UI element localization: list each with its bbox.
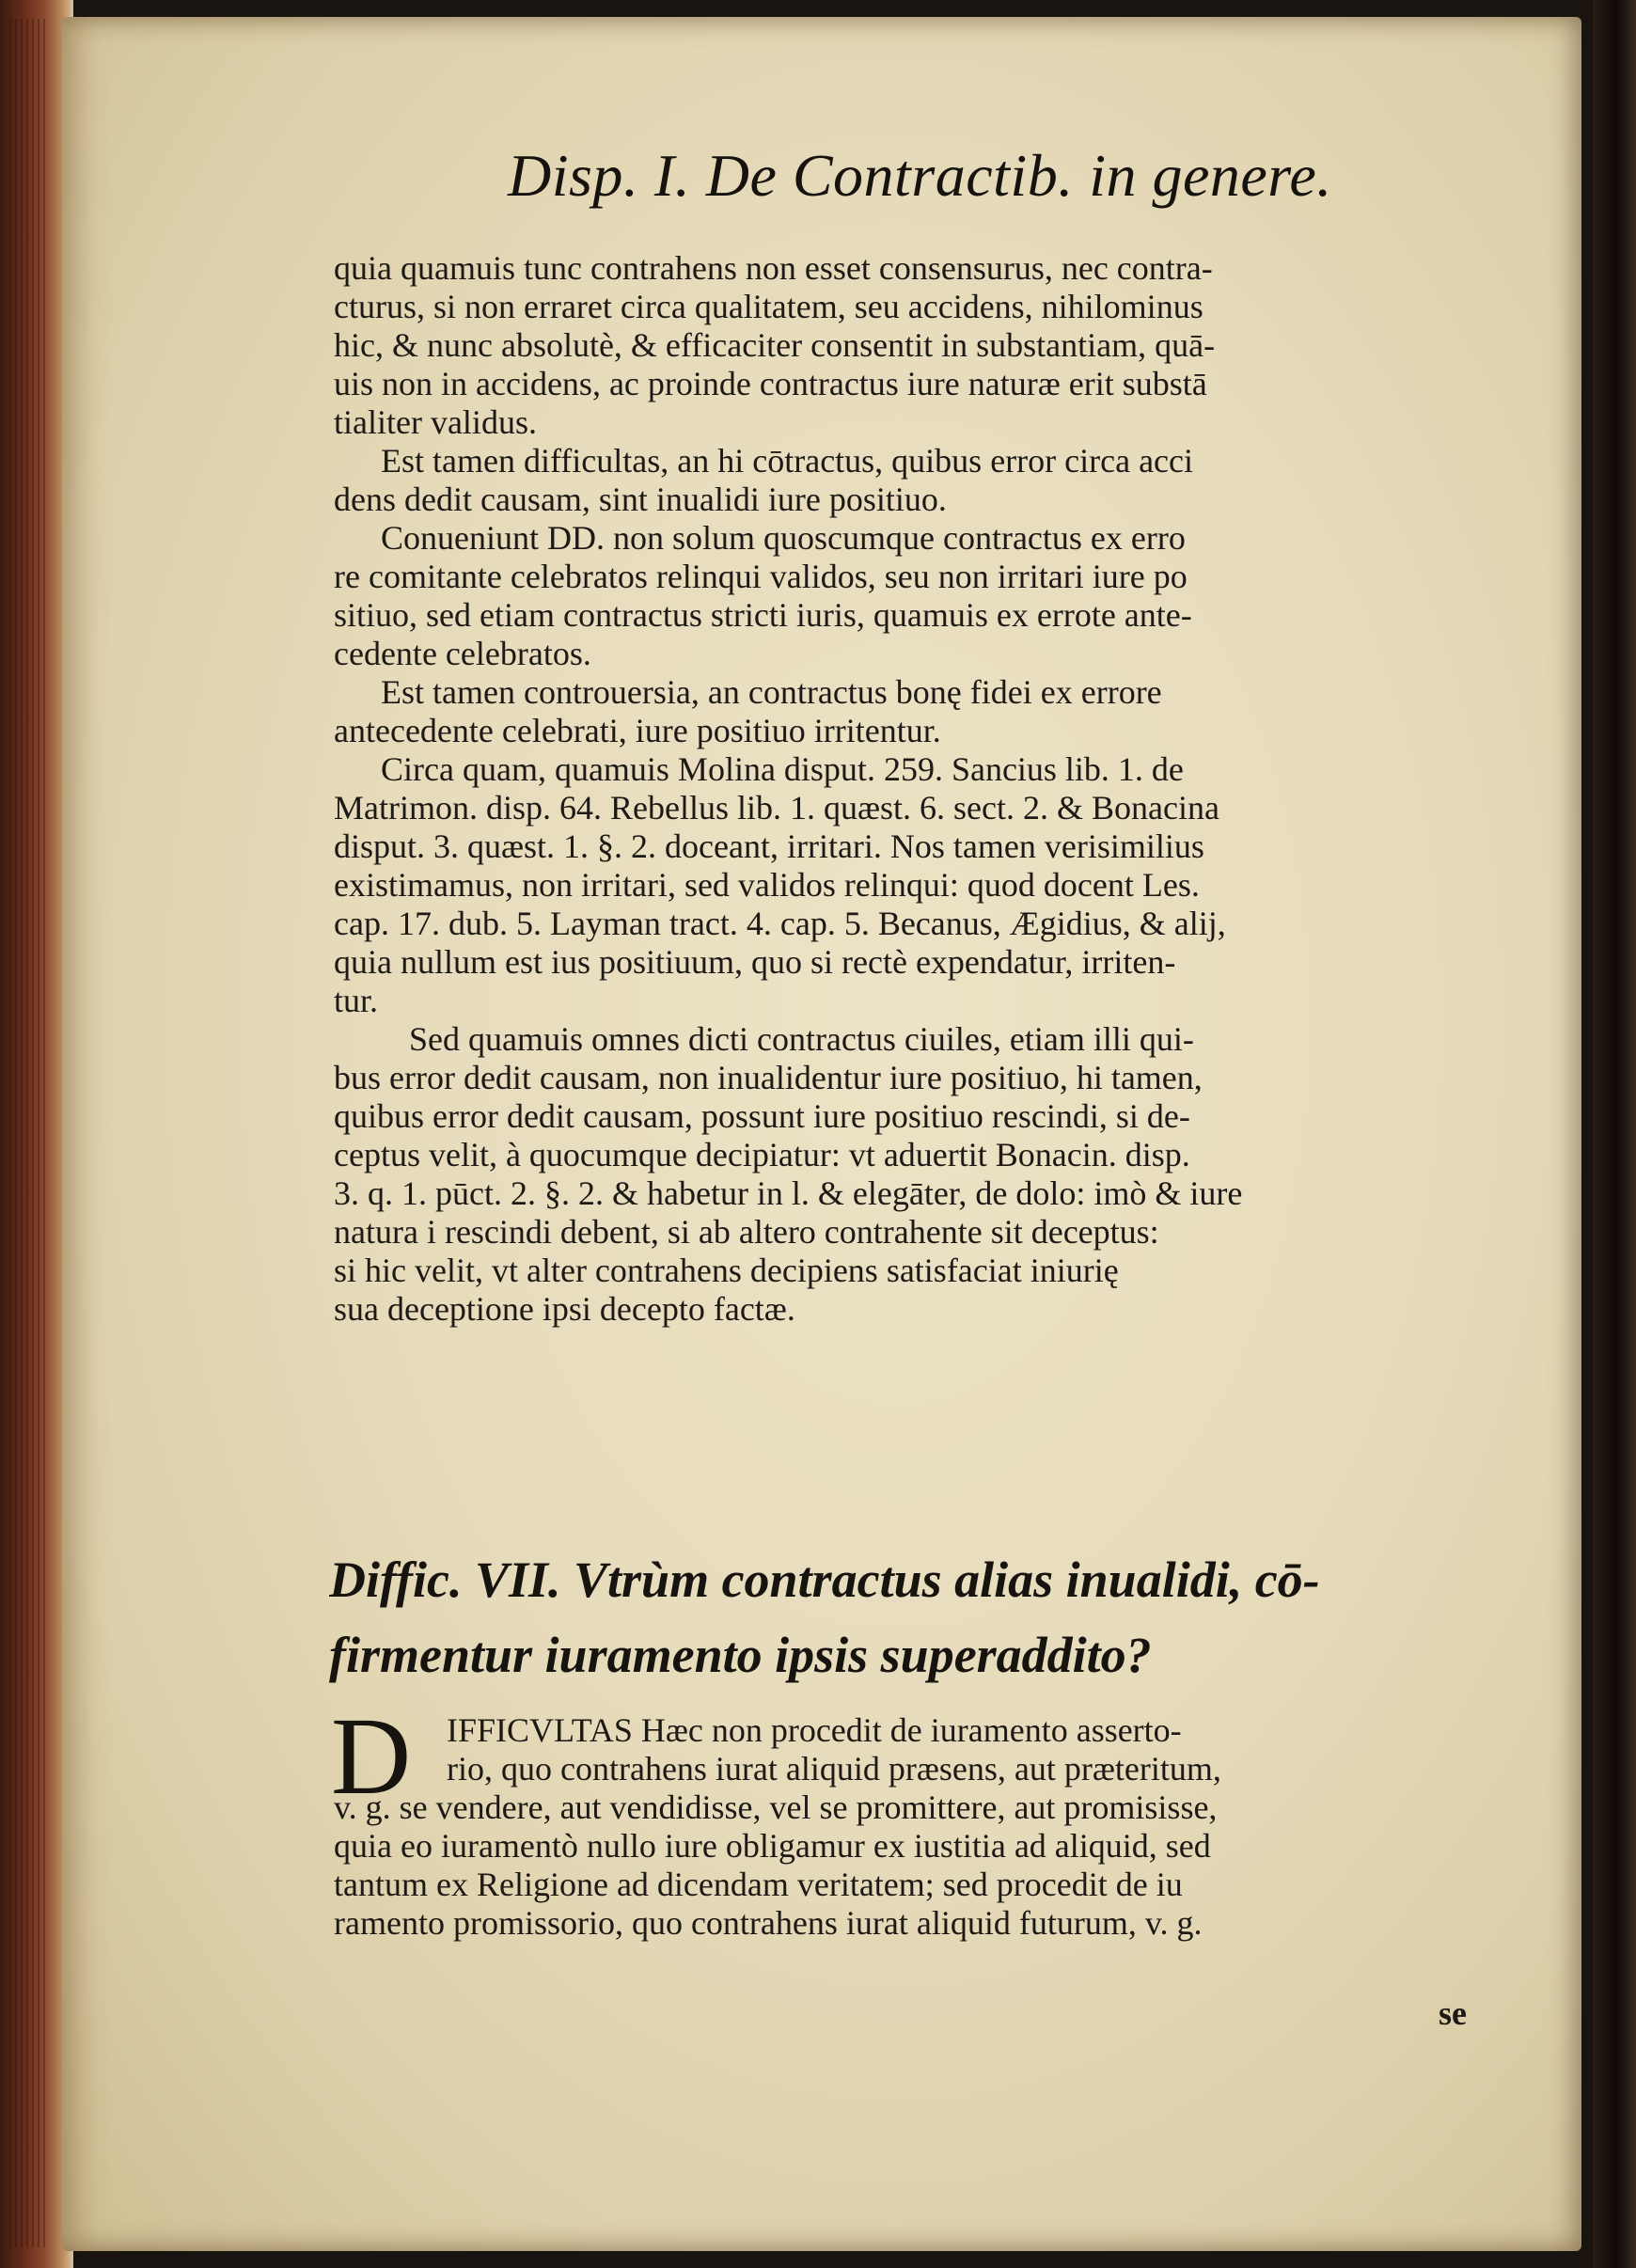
- text-line: rio, quo contrahens iurat aliquid præsens, aut præteritum,: [447, 1750, 1221, 1788]
- section-title-line: firmentur iuramento ipsis superaddito?: [329, 1627, 1152, 1683]
- running-head: Disp. I. De Contractib. in genere.: [508, 142, 1332, 209]
- text-line: cturus, si non erraret circa qualitatem, seu accidens, nihilominus: [334, 288, 1203, 325]
- text-line: 3. q. 1. pūct. 2. §. 2. & habetur in l. & elegāter, de dolo: imò & iure: [334, 1174, 1243, 1212]
- text-line: antecedente celebrati, iure positiuo irritentur.: [334, 712, 941, 749]
- page-edge-texture: [9, 19, 47, 2247]
- drop-capital: D: [331, 1694, 412, 1818]
- text-line: bus error dedit causam, non inualidentur iure positiuo, hi tamen,: [334, 1059, 1203, 1096]
- text-line: ceptus velit, à quocumque decipiatur: vt aduertit Bonacin. disp.: [334, 1136, 1190, 1173]
- text-line: Sed quamuis omnes dicti contractus ciuiles, etiam illi qui-: [409, 1020, 1194, 1058]
- text-line: natura i rescindi debent, si ab altero contrahente sit deceptus:: [334, 1213, 1159, 1251]
- text-line: sua deceptione ipsi decepto factæ.: [334, 1290, 795, 1328]
- catchword: se: [1439, 1994, 1467, 2032]
- text-line: sitiuo, sed etiam contractus stricti iuris, quamuis ex errote ante-: [334, 596, 1192, 634]
- text-line: tialiter validus.: [334, 403, 537, 441]
- right-page-shadow: [1593, 0, 1636, 2268]
- text-line: uis non in accidens, ac proinde contractus iure naturæ erit substā: [334, 365, 1207, 402]
- text-line: Matrimon. disp. 64. Rebellus lib. 1. quæst. 6. sect. 2. & Bonacina: [334, 789, 1219, 827]
- text-line: dens dedit causam, sint inualidi iure positiuo.: [334, 480, 947, 518]
- body-text: [334, 249, 1486, 1329]
- text-line: tantum ex Religione ad dicendam veritatem; sed procedit de iu: [334, 1866, 1183, 1903]
- text-line: quia eo iuramentò nullo iure obligamur ex iustitia ad aliquid, sed: [334, 1827, 1211, 1865]
- section-body-text: [334, 1711, 1486, 1943]
- text-line: existimamus, non irritari, sed validos relinqui: quod docent Les.: [334, 866, 1200, 904]
- text-line: hic, & nunc absolutè, & efficaciter consentit in substantiam, quā-: [334, 326, 1216, 364]
- text-line: si hic velit, vt alter contrahens decipiens satisfaciat iniurię: [334, 1252, 1119, 1289]
- text-line: re comitante celebratos relinqui validos, seu non irritari iure po: [334, 558, 1188, 595]
- text-line: quia quamuis tunc contrahens non esset consensurus, nec contra-: [334, 249, 1213, 287]
- section-title-line: Diffic. VII. Vtrùm contractus alias inualidi, cō-: [329, 1551, 1320, 1608]
- text-line: disput. 3. quæst. 1. §. 2. doceant, irritari. Nos tamen verisimilius: [334, 827, 1204, 865]
- text-line: Est tamen difficultas, an hi cōtractus, quibus error circa acci: [381, 442, 1193, 480]
- section-title: [329, 1542, 1486, 1693]
- text-line: quia nullum est ius positiuum, quo si rectè expendatur, irriten-: [334, 943, 1176, 981]
- text-line: ramento promissorio, quo contrahens iurat aliquid futurum, v. g.: [334, 1904, 1203, 1942]
- text-line: v. g. se vendere, aut vendidisse, vel se promittere, aut promisisse,: [334, 1788, 1218, 1826]
- text-line: Est tamen controuersia, an contractus bonę fidei ex errore: [381, 673, 1162, 711]
- text-line: tur.: [334, 982, 379, 1019]
- text-line: cap. 17. dub. 5. Layman tract. 4. cap. 5. Becanus, Ægidius, & alij,: [334, 905, 1226, 942]
- text-line: cedente celebratos.: [334, 635, 591, 672]
- text-line: IFFICVLTAS Hæc non procedit de iuramento asserto-: [447, 1711, 1182, 1749]
- text-line: quibus error dedit causam, possunt iure positiuo rescindi, si de-: [334, 1097, 1190, 1135]
- text-line: Circa quam, quamuis Molina disput. 259. Sancius lib. 1. de: [381, 750, 1184, 788]
- text-line: Conueniunt DD. non solum quoscumque contractus ex erro: [381, 519, 1186, 557]
